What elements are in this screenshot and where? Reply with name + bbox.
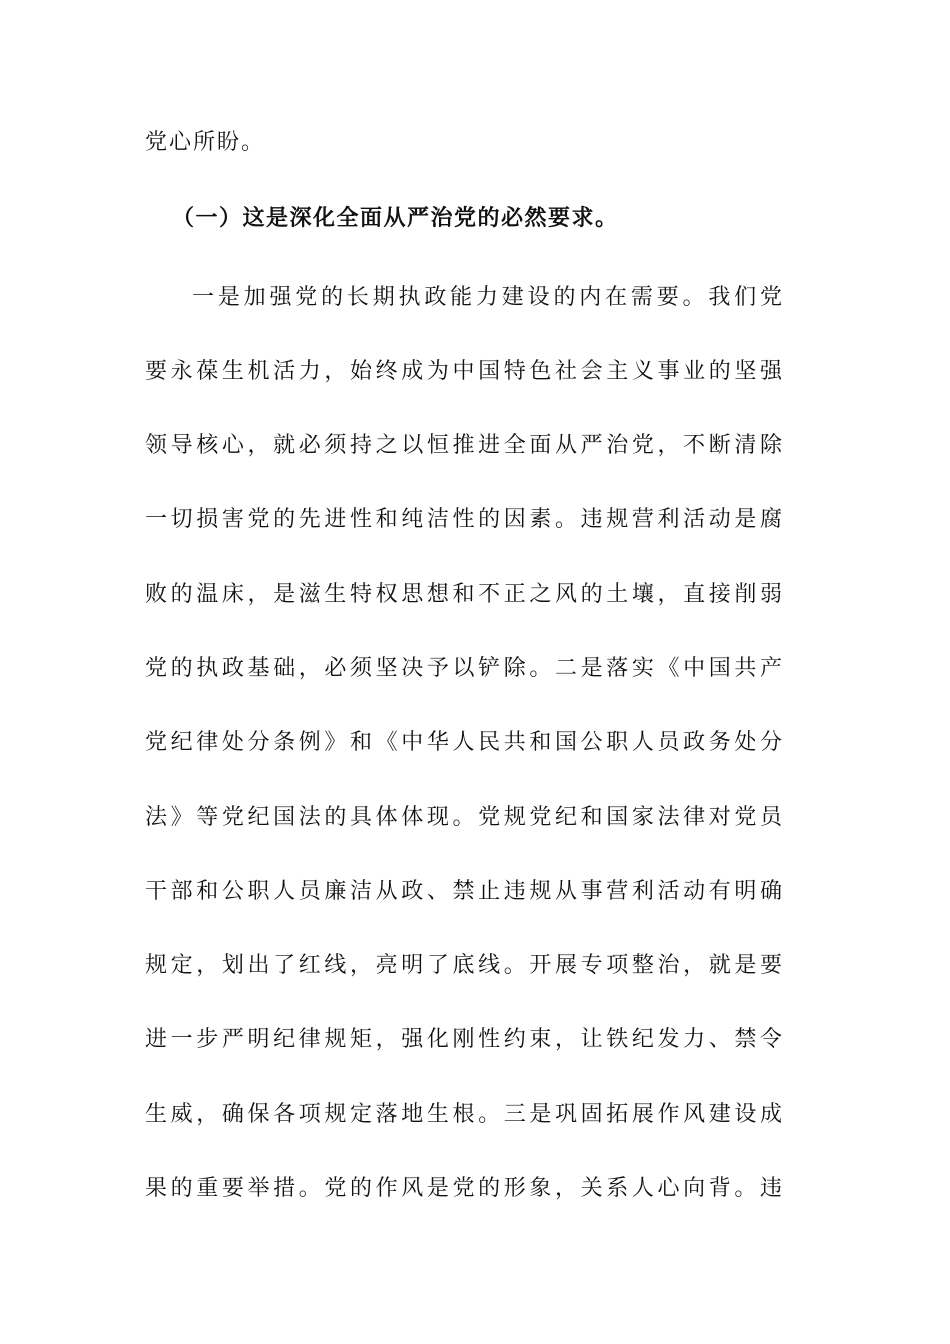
paragraph-line: 法》等党纪国法的具体体现。党规党纪和国家法律对党员 bbox=[145, 805, 782, 830]
paragraph-line: 党纪律处分条例》和《中华人民共和国公职人员政务处分 bbox=[145, 730, 782, 755]
paragraph-line: 生威，确保各项规定落地生根。三是巩固拓展作风建设成 bbox=[145, 1102, 782, 1127]
paragraph-line: 果的重要举措。党的作风是党的形象，关系人心向背。违 bbox=[145, 1176, 782, 1201]
paragraph-line: 党的执政基础，必须坚决予以铲除。二是落实《中国共产 bbox=[145, 656, 782, 681]
paragraph-line: 规定，划出了红线，亮明了底线。开展专项整治，就是要 bbox=[145, 953, 782, 978]
paragraph-line: 败的温床，是滋生特权思想和不正之风的土壤，直接削弱 bbox=[145, 582, 782, 607]
paragraph-line: 要永葆生机活力，始终成为中国特色社会主义事业的坚强 bbox=[145, 359, 782, 384]
paragraph-tail: 党心所盼。 bbox=[145, 130, 266, 155]
paragraph-line: 进一步严明纪律规矩，强化刚性约束，让铁纪发力、禁令 bbox=[145, 1027, 782, 1052]
section-heading: （一）这是深化全面从严治党的必然要求。 bbox=[172, 206, 619, 231]
paragraph-line: 一切损害党的先进性和纯洁性的因素。违规营利活动是腐 bbox=[145, 507, 782, 532]
paragraph-line: 领导核心，就必须持之以恒推进全面从严治党，不断清除 bbox=[145, 433, 782, 458]
paragraph-line: 干部和公职人员廉洁从政、禁止违规从事营利活动有明确 bbox=[145, 879, 782, 904]
paragraph-line: 一是加强党的长期执政能力建设的内在需要。我们党 bbox=[192, 285, 782, 310]
